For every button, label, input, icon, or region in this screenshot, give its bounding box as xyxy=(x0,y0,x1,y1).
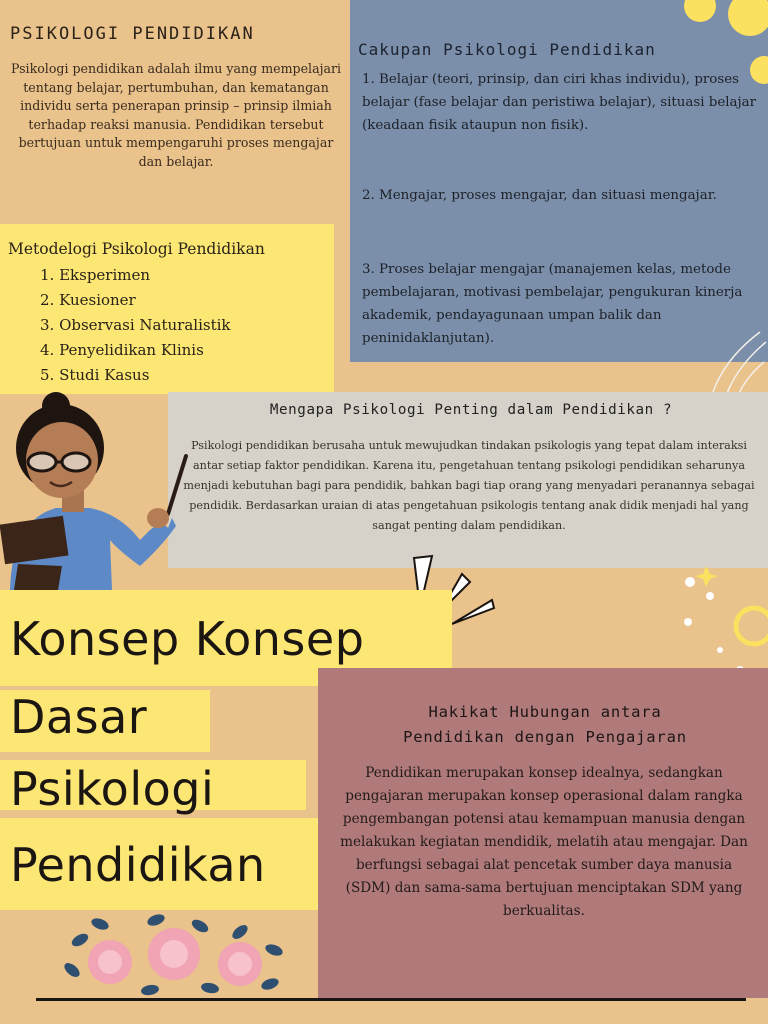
method-item: 5. Studi Kasus xyxy=(40,366,150,384)
intro-text: Psikologi pendidikan adalah ilmu yang mempelajari tentang belajar, pertumbuhan, dan kematangan individu serta penerapan prinsip – prinsip ilmiah terhadap reaksi manusia. Pendidikan tersebut bertujuan untuk mempengaruhi proses mengajar dan belajar. xyxy=(10,61,342,169)
bottom-divider xyxy=(36,998,746,1001)
main-title-line: Dasar xyxy=(10,690,148,744)
why-title: Mengapa Psikologi Penting dalam Pendidikan ? xyxy=(269,402,673,418)
method-title: Metodelogi Psikologi Pendidikan xyxy=(8,240,265,258)
main-title-line: Konsep Konsep xyxy=(10,612,365,666)
relation-title-line: Hakikat Hubungan antara xyxy=(428,703,662,721)
method-item: 3. Observasi Naturalistik xyxy=(40,316,231,334)
scope-item: 2. Mengajar, proses mengajar, dan situasi mengajar. xyxy=(362,188,717,203)
flower-decoration xyxy=(60,910,290,996)
method-item: 1. Eksperimen xyxy=(40,266,151,284)
relation-title xyxy=(330,700,760,750)
teacher-illustration xyxy=(0,390,190,590)
method-item: 4. Penyelidikan Klinis xyxy=(40,341,204,359)
scope-item: 1. Belajar (teori, prinsip, dan ciri khas individu), proses belajar (fase belajar dan peristiwa belajar), situasi belajar (keadaan fisik ataupun non fisik). xyxy=(362,72,757,133)
relation-text: Pendidikan merupakan konsep idealnya, sedangkan pengajaran merupakan konsep operasional dalam rangka pengembangan potensi atau kemampuan manusia dengan melakukan kegiatan mendidik, melatih atau mengajar. Dan berfungsi sebagai alat pencetak sumber daya manusia (SDM) dan sama-sama bertujuan menciptakan SDM yang berkualitas. xyxy=(340,765,748,919)
main-title-line: Psikologi xyxy=(10,762,215,816)
scope-title: Cakupan Psikologi Pendidikan xyxy=(358,40,656,59)
method-item: 2. Kuesioner xyxy=(40,291,136,309)
intro-title: PSIKOLOGI PENDIDIKAN xyxy=(10,24,255,44)
main-title-line: Pendidikan xyxy=(10,838,266,892)
why-text: Psikologi pendidikan berusaha untuk mewujudkan tindakan psikologis yang tepat dalam interaksi antar setiap faktor pendidikan. Karena itu, pengetahuan tentang psikologi pendidikan seharunya menjadi kebutuhan bagi para pendidik, bahkan bagi tiap orang yang menyadari peranannya sebagai pendidik. Berdasarkan uraian di atas pengetahuan psikologis tentang anak didik menjadi hal yang sangat penting dalam pendidikan. xyxy=(183,439,755,532)
relation-title-line: Pendidikan dengan Pengajaran xyxy=(403,728,687,746)
scope-item: 3. Proses belajar mengajar (manajemen kelas, metode pembelajaran, motivasi pembelajar, pengukuran kinerja akademik, pendayagunaan umpan balik dan peninidaklanjutan). xyxy=(362,262,743,346)
